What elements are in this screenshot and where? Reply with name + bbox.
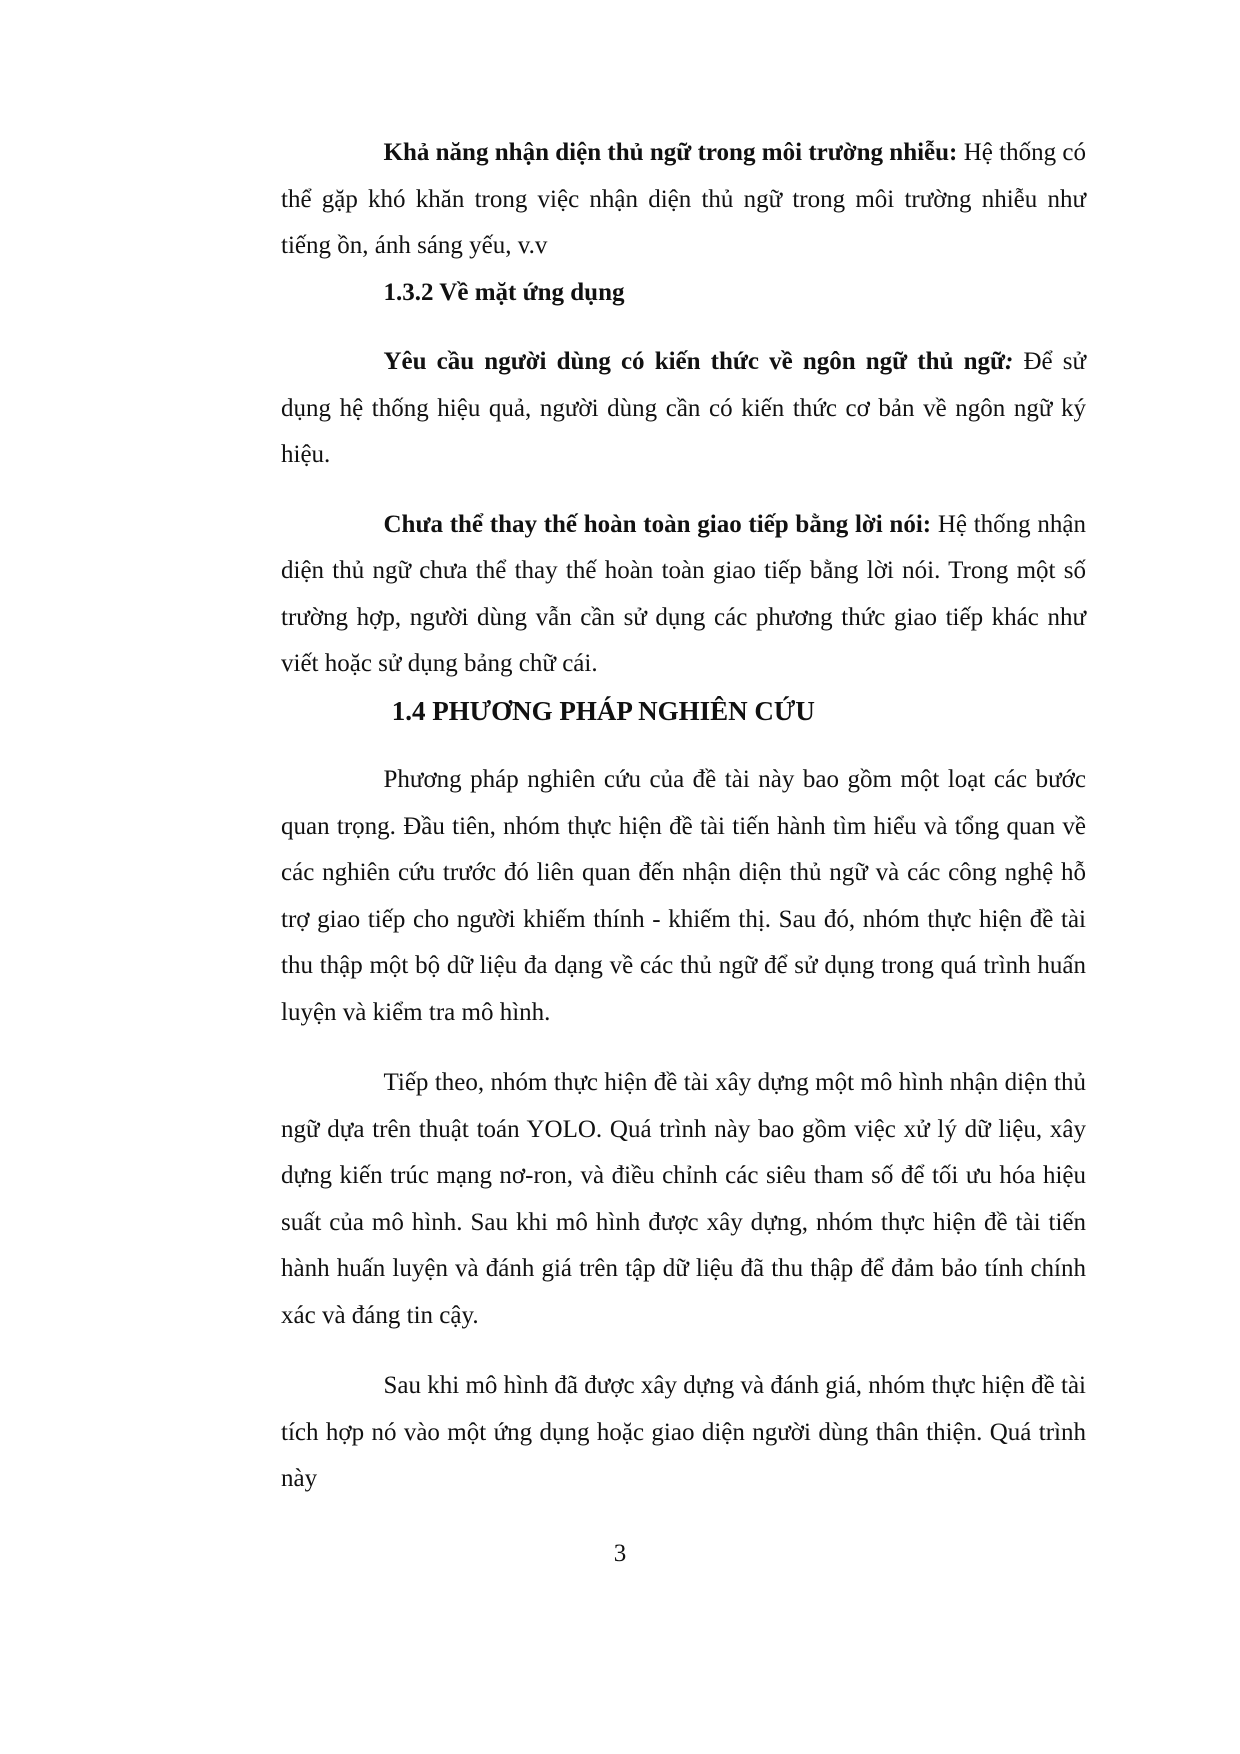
document-page xyxy=(281,130,1086,1503)
paragraph-noise-recognition xyxy=(281,130,1086,270)
paragraph-method-2: Tiếp theo, nhóm thực hiện đề tài xây dựng một mô hình nhận diện thủ ngữ dựa trên thuật toán YOLO. Quá trình này bao gồm việc xử lý dữ liệu, xây dựng kiến trúc mạng nơ-ron, và điều chỉnh các siêu tham số để tối ưu hóa hiệu suất của mô hình. Sau khi mô hình được xây dựng, nhóm thực hiện đề tài tiến hành huấn luyện và đánh giá trên tập dữ liệu đã thu thập để đảm bảo tính chính xác và đáng tin cậy. xyxy=(281,1069,1086,1329)
paragraph-lead-colon: : xyxy=(1004,348,1014,375)
paragraph-lead-bold: Chưa thể thay thế hoàn toàn giao tiếp bằng lời nói: xyxy=(383,510,932,538)
paragraph-lead-bold: Yêu cầu người dùng có kiến thức về ngôn ngữ thủ ngữ xyxy=(383,348,1005,375)
paragraph-body: Để sử dụng hệ thống hiệu quả, người dùng cần có kiến thức cơ bản về ngôn ngữ ký hiệu. xyxy=(281,348,1086,468)
paragraph-method-3: Sau khi mô hình đã được xây dựng và đánh giá, nhóm thực hiện đề tài tích hợp nó vào một ứng dụng hoặc giao diện người dùng thân thiện. Quá trình này xyxy=(281,1372,1086,1492)
section-heading-1-3-2: 1.3.2 Về mặt ứng dụng xyxy=(383,278,625,306)
section-heading-1-4: 1.4 PHƯƠNG PHÁP NGHIÊN CỨU xyxy=(391,695,815,726)
paragraph-user-knowledge xyxy=(281,339,1086,479)
paragraph-speech-replacement xyxy=(281,502,1086,688)
paragraph-body: Hệ thống có thể gặp khó khăn trong việc nhận diện thủ ngữ trong môi trường nhiễu như tiếng ồn, ánh sáng yếu, v.v xyxy=(281,139,1086,259)
paragraph-body: Hệ thống nhận diện thủ ngữ chưa thể thay thế hoàn toàn giao tiếp bằng lời nói. Trong một số trường hợp, người dùng vẫn cần sử dụng các phương thức giao tiếp khác như viết hoặc sử dụng bảng chữ cái. xyxy=(281,510,1086,677)
page-number: 3 xyxy=(613,1540,627,1567)
paragraph-lead-bold: Khả năng nhận diện thủ ngữ trong môi trường nhiễu: xyxy=(383,139,958,166)
paragraph-method-1: Phương pháp nghiên cứu của đề tài này bao gồm một loạt các bước quan trọng. Đầu tiên, nhóm thực hiện đề tài tiến hành tìm hiểu và tổng quan về các nghiên cứu trước đó liên quan đến nhận diện thủ ngữ và các công nghệ hỗ trợ giao tiếp cho người khiếm thính - khiếm thị. Sau đó, nhóm thực hiện đề tài thu thập một bộ dữ liệu đa dạng về các thủ ngữ để sử dụng trong quá trình huấn luyện và kiểm tra mô hình. xyxy=(281,766,1086,1026)
